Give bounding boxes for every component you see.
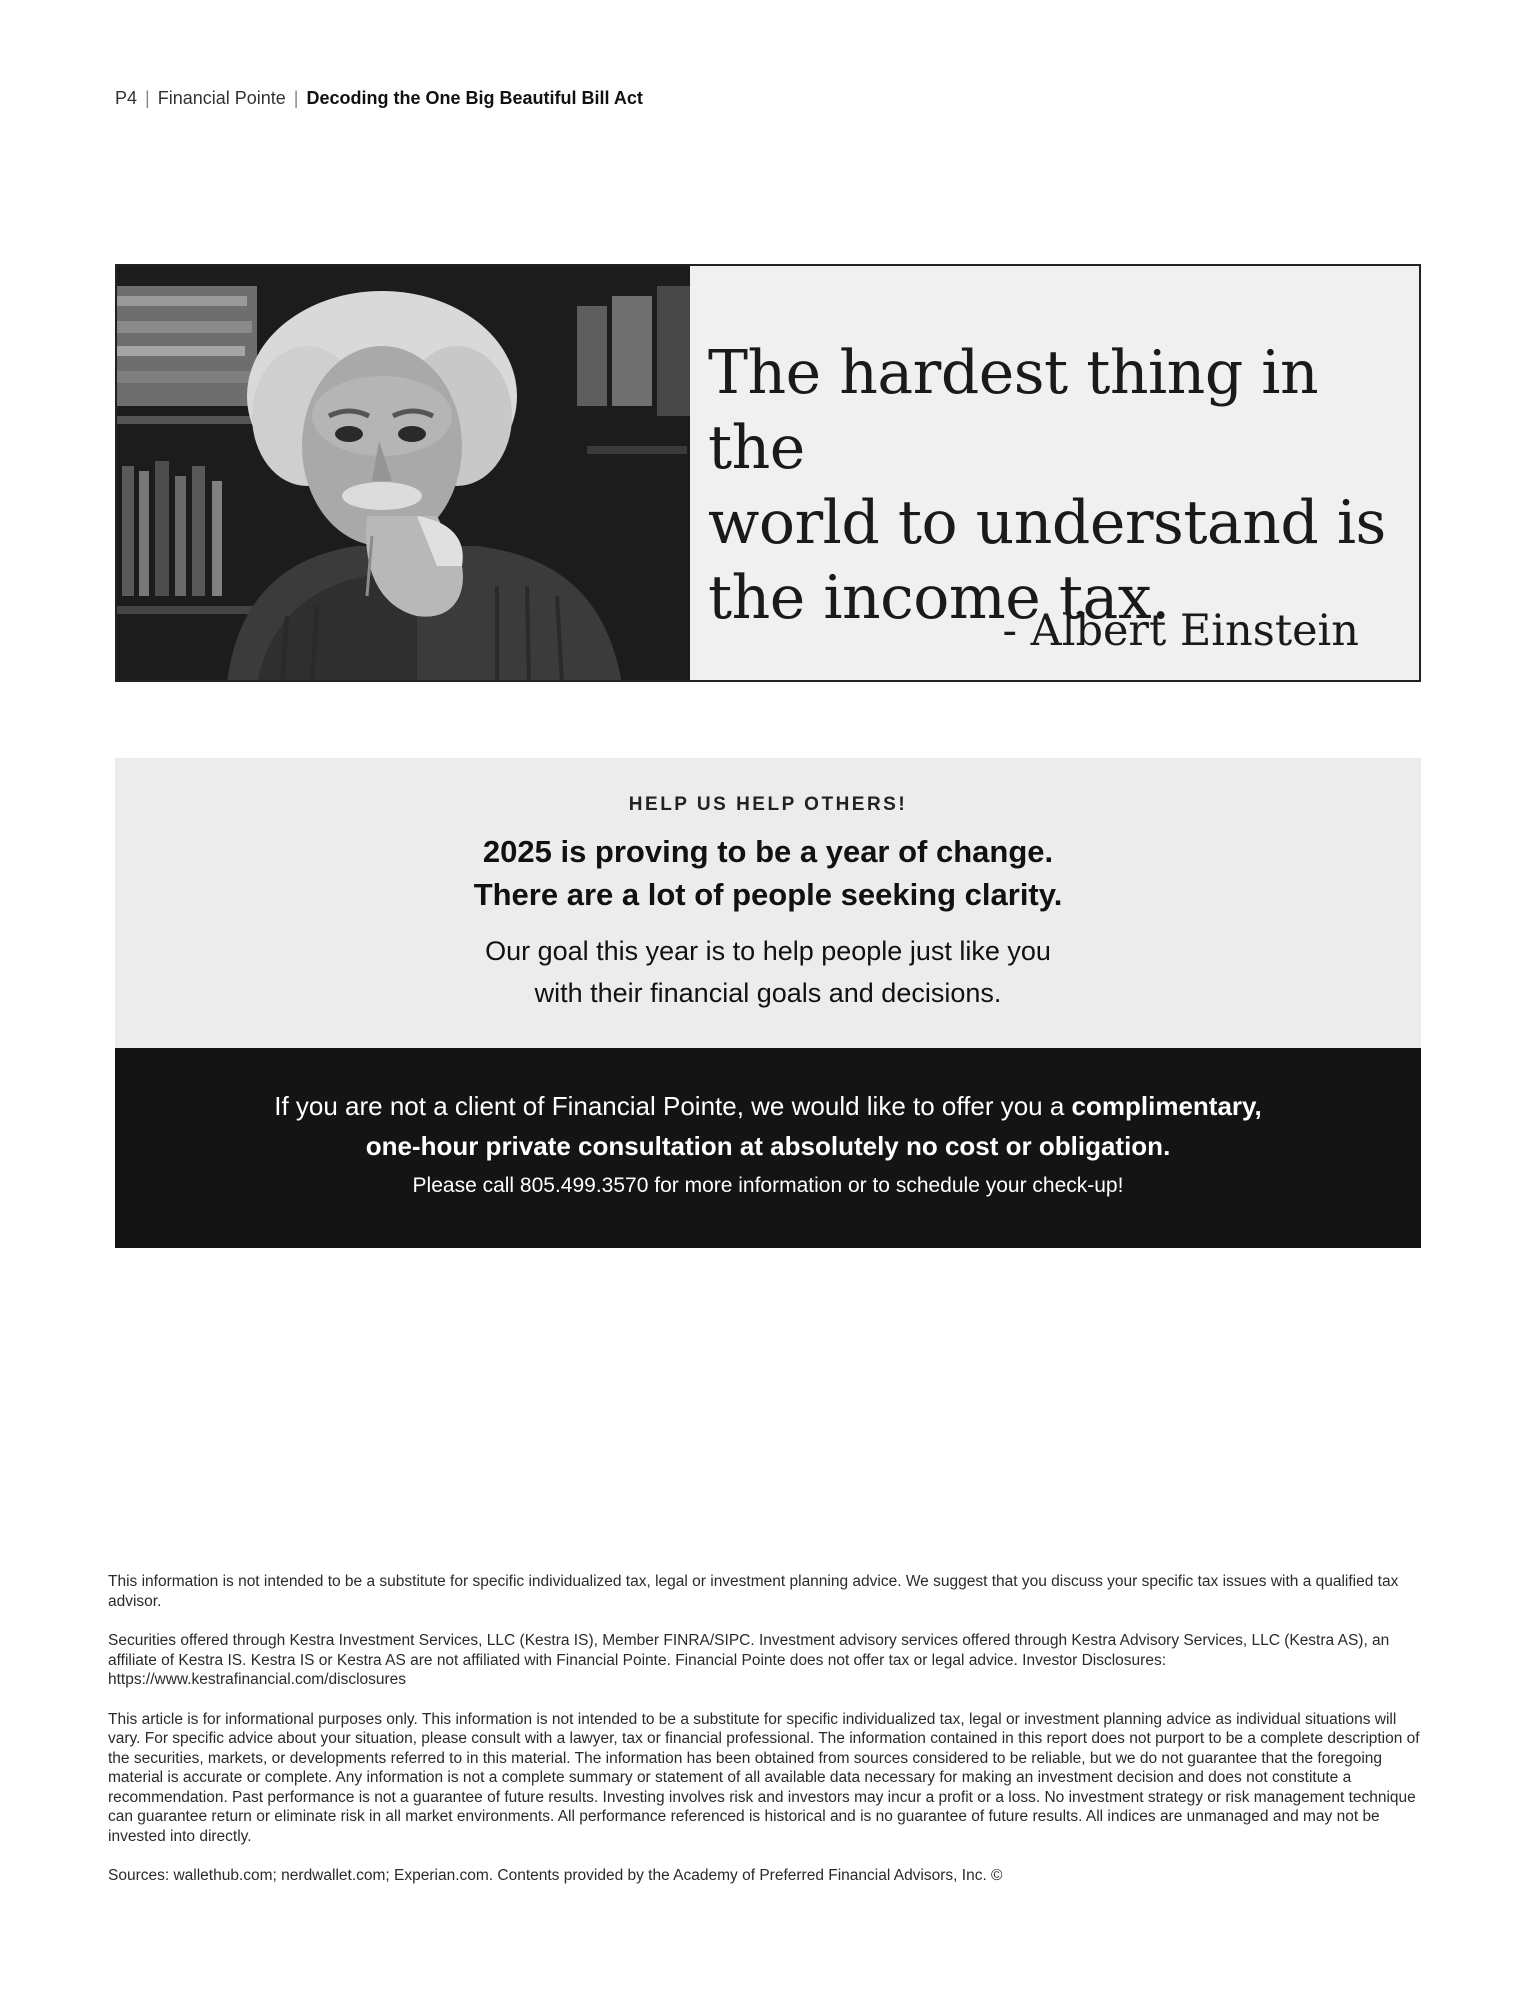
header-separator: | [293,88,299,108]
header-separator: | [145,88,150,108]
consultation-offer [115,1048,1421,1248]
help-kicker: HELP US HELP OTHERS! [628,794,908,815]
disclosure-paragraph: Securities offered through Kestra Investment Services, LLC (Kestra IS), Member FINRA/SIPC. Investment advisory services offered through Kestra Advisory Services, LLC (Kestra AS), an affiliate of Kestra IS. Kestra IS or Kestra AS are not affiliated with Financial Pointe. Financial Pointe does not offer tax or legal advice. Investor Disclosures: https://www.kestrafinancial.com/disclosures [108,1632,1390,1688]
offer-line [115,1086,1421,1126]
quote-text [708,336,1408,636]
page-number: P4 [115,88,138,108]
quote-line: world to understand is [708,488,1386,558]
sources-line: Sources: wallethub.com; nerdwallet.com; Experian.com. Contents provided by the Academy of Preferred Financial Advisors, Inc. © [108,1867,1003,1884]
quote-author: - Albert Einstein [1002,606,1359,656]
body-line: Our goal this year is to help people just like you [485,936,1051,966]
page-header [115,88,643,109]
offer-emphasis: complimentary, [1071,1091,1262,1121]
publication-name: Financial Pointe [157,88,286,108]
offer-line: one-hour private consultation at absolutely no cost or obligation. [365,1131,1171,1161]
quote-panel [690,266,1419,680]
disclosure-paragraph: This information is not intended to be a substitute for specific individualized tax, legal or investment planning advice. We suggest that you discuss your specific tax issues with a qualified tax advisor. [108,1573,1399,1610]
article-title: Decoding the One Big Beautiful Bill Act [306,88,643,108]
offer-text: If you are not a client of Financial Pointe, we would like to offer you a [274,1091,1072,1121]
help-headline [115,830,1421,916]
disclosure-paragraph: This article is for informational purposes only. This information is not intended to be a substitute for specific individualized tax, legal or investment planning advice as individual situations will vary. For specific advice about your situation, please consult with a lawyer, tax or financial professional. The information contained in this report does not purport to be a complete description of the securities, markets, or developments referred to in this material. The information has been obtained from sources considered to be reliable, but we do not guarantee that the foregoing material is accurate or complete. Any information is not a complete summary or statement of all available data necessary for making an investment decision and does not constitute a recommendation. Past performance is not a guarantee of future results. Investing involves risk and investors may incur a profit or a loss. No investment strategy or risk management technique can guarantee return or eliminate risk in all market environments. All performance referenced is historical and is no guarantee of future results. All indices are unmanaged and may not be invested into directly. [108,1710,1420,1845]
body-line: with their financial goals and decisions. [534,978,1002,1008]
offer-contact: Please call 805.499.3570 for more information or to schedule your check-up! [412,1174,1124,1197]
quote-line: The hardest thing in the [708,338,1319,483]
headline-line: 2025 is proving to be a year of change. [482,834,1054,869]
disclosures [108,1572,1430,1906]
portrait-illustration [117,266,690,680]
help-body [115,930,1421,1014]
einstein-photo [117,266,690,680]
quote-line: the income tax. [708,563,1170,633]
quote-banner [115,264,1421,682]
help-callout [115,758,1421,1048]
headline-line: There are a lot of people seeking clarity. [473,877,1063,912]
